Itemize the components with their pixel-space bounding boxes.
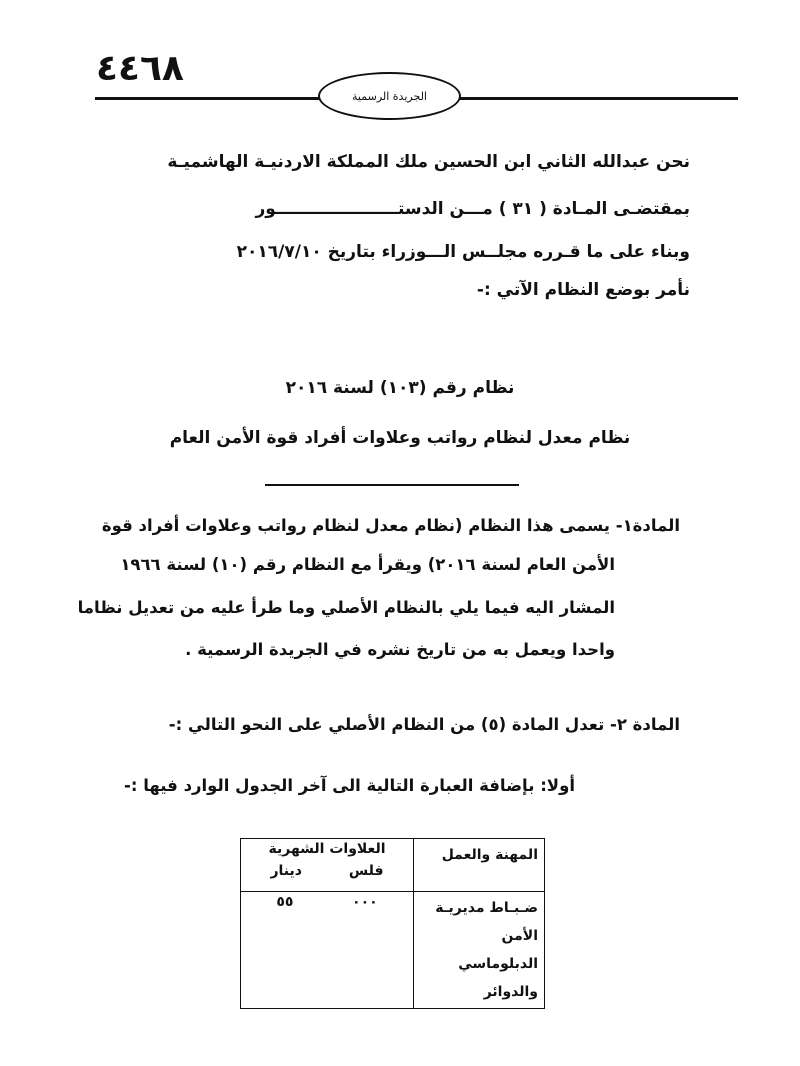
header-allowance-label: العلاوات الشهرية [268, 841, 386, 857]
header-allowance [241, 839, 414, 892]
subheader-fils: فلس [348, 863, 384, 879]
row-values [241, 892, 414, 1009]
preamble-line-1: نحن عبدالله الثاني ابن الحسين ملك المملكة الاردنيـة الهاشميـة [167, 152, 690, 172]
table-header-row [241, 839, 545, 892]
regulation-title: نظام معدل لنظام رواتب وعلاوات أفراد قوة الأمن العام [169, 428, 631, 448]
preamble-line-2: بمقتضـى المـادة ( ٣١ ) مـــن الدستـــــــــــــــــــــور [255, 199, 690, 219]
page-number: ٤٤٦٨ [96, 48, 184, 89]
row-job [414, 892, 545, 1009]
row-fils: ٠٠٠ [352, 894, 378, 910]
article1-line-2: الأمن العام لسنة ٢٠١٦) ويقرأ مع النظام رقم (١٠) لسنة ١٩٦٦ [120, 555, 615, 574]
row-dinar: ٥٥ [276, 894, 294, 910]
preamble-line-4: نأمر بوضع النظام الآتي :- [476, 280, 690, 300]
header-job-label: المهنة والعمل [441, 847, 538, 863]
regulation-number: نظام رقم (١٠٣) لسنة ٢٠١٦ [285, 378, 515, 398]
header-job [414, 839, 545, 892]
title-underline [265, 484, 519, 486]
gazette-label: الجريدة الرسمية [352, 89, 427, 103]
article1-line-3: المشار اليه فيما يلي بالنظام الأصلي وما طرأ عليه من تعديل نظاما [77, 598, 615, 617]
article1-line-1: المادة١- يسمى هذا النظام (نظام معدل لنظام رواتب وعلاوات أفراد قوة [101, 516, 680, 535]
first-clause: أولا: بإضافة العبارة التالية الى آخر الجدول الوارد فيها :- [124, 776, 575, 795]
allowance-table [240, 838, 545, 1009]
article1-line-4: واحدا ويعمل به من تاريخ نشره في الجريدة الرسمية . [185, 640, 615, 659]
row-job-text: ضـبـاط مديريـة الأمن الدبلوماسي والدوائر [435, 900, 538, 1000]
gazette-label-oval [318, 72, 461, 120]
article2: المادة ٢- تعدل المادة (٥) من النظام الأصلي على النحو التالي :- [168, 715, 680, 734]
subheader-dinar: دينار [270, 863, 302, 879]
table-row [241, 892, 545, 1009]
preamble-line-3: وبناء على ما قـرره مجلــس الـــوزراء بتاريخ ٢٠١٦/٧/١٠ [236, 242, 690, 262]
